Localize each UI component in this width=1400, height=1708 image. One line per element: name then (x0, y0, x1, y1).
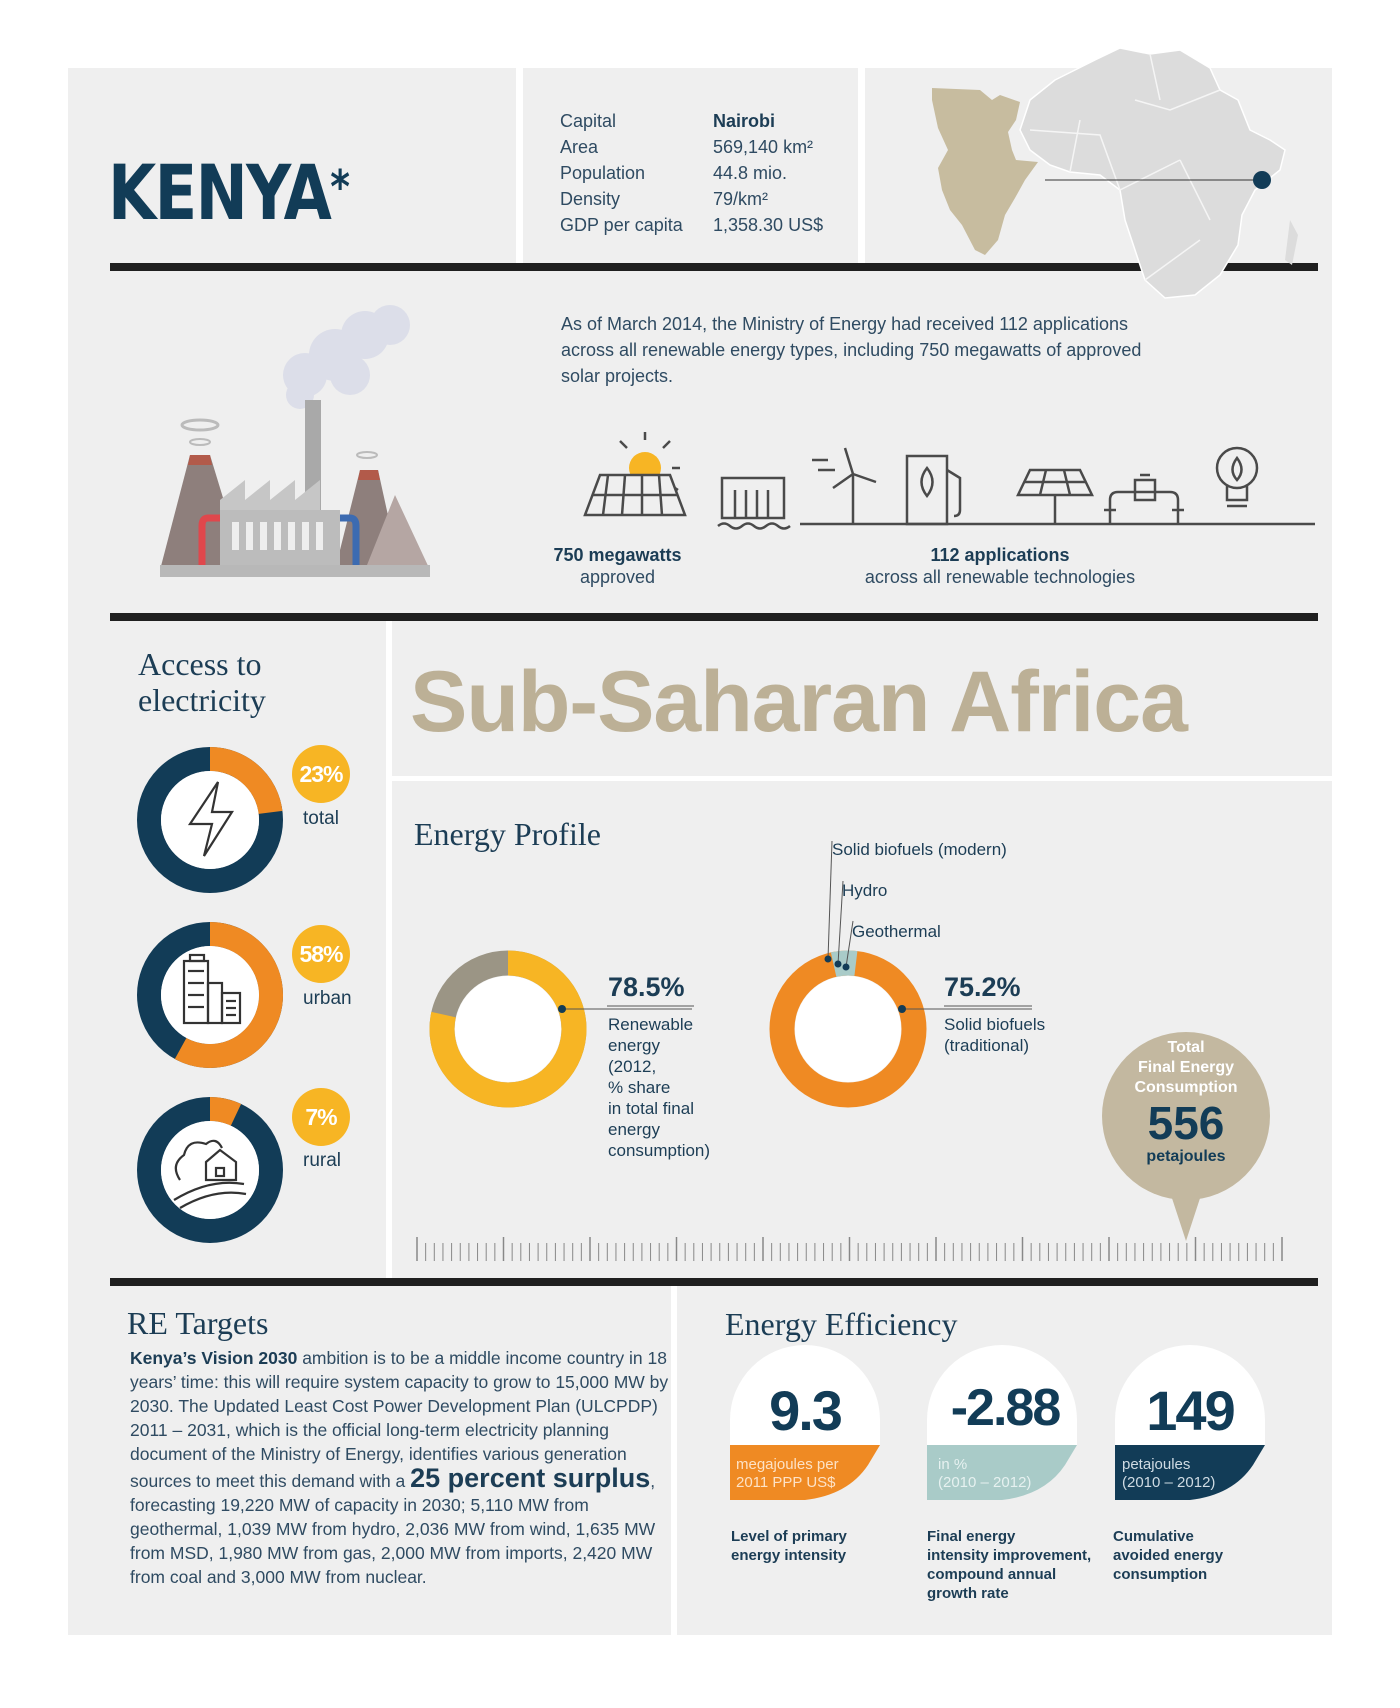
ee-unit-line: in % (938, 1456, 968, 1473)
access-rural-label: rural (303, 1150, 342, 1171)
biofuel-label-line: (traditional) (944, 1036, 1030, 1055)
access-donut-center (161, 771, 259, 869)
geothermal-pipe-icon (1104, 475, 1184, 524)
country-name: KENYA (108, 148, 331, 237)
re-targets-lead: Kenya’s Vision 2030 (130, 1348, 298, 1368)
ee-card-3-value: 149 (1146, 1379, 1234, 1442)
biofuel-donut-center (795, 976, 901, 1082)
renewable-label-line: (2012, (608, 1057, 657, 1076)
renewable-label-line: energy (608, 1120, 660, 1139)
renewable-pct: 78.5% (608, 972, 685, 1002)
ee-caption-line: Final energy (927, 1528, 1016, 1545)
ee-card-2-unit (938, 1456, 1031, 1492)
re-targets-text (130, 1346, 670, 1589)
country-title (108, 150, 348, 236)
total-consumption-bubble (1104, 1038, 1268, 1166)
total-consumption-title-line: Total (1167, 1039, 1205, 1056)
africa-map-icon (920, 40, 1320, 310)
ee-unit-line: petajoules (1122, 1456, 1191, 1473)
ee-card-1-caption (731, 1527, 847, 1565)
ee-caption-line: consumption (1113, 1566, 1208, 1583)
divider-rule-3 (110, 1278, 1318, 1286)
fact-row (560, 212, 873, 238)
re-targets-text-1: ambition is to be a middle income country in 18 years’ time: this will require system capacity to grow to 15,000 MW by 2030. The Updated Least Cost Power Development Plan (ULCPDP) 2011 – 2031, which is the official long-term electricity planning document of the Ministry of Energy, identifies various generation sources to meet this demand with a (130, 1348, 669, 1491)
ee-unit-line: (2010 – 2012) (938, 1474, 1032, 1491)
ee-caption-line: intensity improvement, (927, 1547, 1092, 1564)
access-title-line2: electricity (138, 682, 266, 718)
re-targets-highlight: 25 percent surplus (410, 1463, 651, 1493)
fact-value: 1,358.30 US$ (713, 215, 824, 235)
ee-card-2-caption (927, 1527, 1091, 1603)
total-consumption-pointer (1168, 1186, 1204, 1241)
ee-unit-line: 2011 PPP US$ (736, 1474, 836, 1491)
biofuel-label (944, 1014, 1045, 1056)
callout-leader-dot (843, 964, 850, 971)
access-urban-pct: 58% (292, 925, 350, 983)
fact-label: Density (560, 189, 621, 209)
biofuel-leader-dot (898, 1005, 906, 1013)
fact-value: 44.8 mio. (713, 163, 788, 183)
energy-profile-title: Energy Profile (414, 816, 601, 852)
energy-efficiency-title: Energy Efficiency (725, 1306, 958, 1342)
renewable-icons-row (560, 430, 1320, 540)
solar-stat-value: 750 megawatts (553, 545, 682, 565)
renewable-label-line: % share (608, 1078, 671, 1097)
power-plant-illustration (150, 300, 450, 590)
callout-hydro: Hydro (842, 881, 888, 900)
renewable-leader-dot (558, 1005, 566, 1013)
access-total-label: total (303, 808, 339, 829)
access-rural-pct: 7% (292, 1088, 350, 1146)
callout-leader-dot (825, 956, 832, 963)
country-asterisk: * (330, 160, 349, 214)
renewable-label-line: in total final (608, 1099, 694, 1118)
re-targets-text-2: , forecasting 19,220 MW of capacity in 2030; 5,110 MW from geothermal, 1,039 MW from hydro, 2,036 MW from wind, 1,635 MW from MSD, 1,980 MW from gas, 2,000 MW from imports, 2,420 MW from coal and 3,000 MW from nuclear. (130, 1471, 656, 1587)
ee-card-2-value: -2.88 (950, 1379, 1060, 1437)
callout-geothermal: Geothermal (852, 922, 941, 941)
callout-leader-dot (835, 961, 842, 968)
access-urban-label: urban (303, 988, 352, 1009)
region-title: Sub-Saharan Africa (410, 654, 1187, 750)
applications-stat (820, 544, 1180, 588)
applications-stat-value: 112 applications (930, 545, 1070, 565)
renewable-label-line: consumption) (608, 1141, 711, 1160)
callout-solid-biofuels-modern: Solid biofuels (modern) (832, 840, 1007, 859)
applications-stat-sub: across all renewable technologies (864, 567, 1136, 587)
ee-caption-line: avoided energy (1113, 1547, 1224, 1564)
hydro-dam-icon (718, 478, 790, 529)
solar-stat-sub: approved (579, 567, 656, 587)
ee-unit-line: megajoules per (736, 1456, 839, 1473)
ee-caption-line: compound annual (927, 1566, 1057, 1583)
biofuel-label-line: Solid biofuels (944, 1015, 1046, 1034)
fact-value: 79/km² (713, 189, 769, 209)
lightbulb-icon (1217, 448, 1257, 506)
ee-caption-line: energy intensity (731, 1547, 847, 1564)
ee-card-1-value: 9.3 (769, 1379, 841, 1442)
renewable-label (608, 1014, 710, 1161)
re-targets-title: RE Targets (127, 1305, 269, 1341)
access-donut-arc (210, 1109, 236, 1115)
total-consumption-value: 556 (1147, 1097, 1225, 1149)
fact-label: GDP per capita (560, 215, 683, 235)
fact-row (560, 108, 873, 134)
total-consumption-unit: petajoules (1146, 1148, 1226, 1165)
country-facts (560, 108, 873, 238)
fact-value: Nairobi (713, 111, 776, 131)
fact-label: Capital (560, 111, 617, 131)
solar-panel-icon (1018, 470, 1092, 524)
ee-caption-line: Level of primary (731, 1528, 847, 1545)
renewable-label-line: energy (608, 1036, 660, 1055)
ee-unit-line: (2010 – 2012) (1122, 1474, 1216, 1491)
fact-row (560, 134, 873, 160)
ee-caption-line: growth rate (927, 1585, 1009, 1602)
fact-row (560, 160, 873, 186)
renewable-label-line: Renewable (608, 1015, 694, 1034)
renewable-donut-center (455, 976, 561, 1082)
fact-row (560, 186, 873, 212)
fact-label: Area (560, 137, 599, 157)
wind-turbine-icon (812, 448, 876, 524)
access-title (138, 646, 266, 718)
access-title-line1: Access to (138, 646, 262, 682)
biofuel-pct: 75.2% (944, 972, 1021, 1002)
total-consumption-title-line: Consumption (1134, 1079, 1238, 1096)
solar-stat (530, 544, 705, 588)
fact-value: 569,140 km² (713, 137, 814, 157)
fact-label: Population (560, 163, 646, 183)
divider-rule-2 (110, 613, 1318, 621)
solar-sun-icon (585, 432, 685, 515)
ee-card-3-unit (1122, 1456, 1215, 1492)
biofuel-pump-icon (907, 456, 960, 524)
ee-caption-line: Cumulative (1113, 1528, 1194, 1545)
access-total-pct: 23% (292, 745, 350, 803)
total-consumption-title-line: Final Energy (1137, 1059, 1235, 1076)
ee-card-3-caption (1113, 1527, 1223, 1584)
ee-card-1-unit (736, 1456, 839, 1492)
access-donut-center (161, 946, 259, 1044)
intro-text: As of March 2014, the Ministry of Energy had received 112 applications across all renewable energy types, including 750 megawatts of approved solar projects. (561, 314, 1142, 386)
